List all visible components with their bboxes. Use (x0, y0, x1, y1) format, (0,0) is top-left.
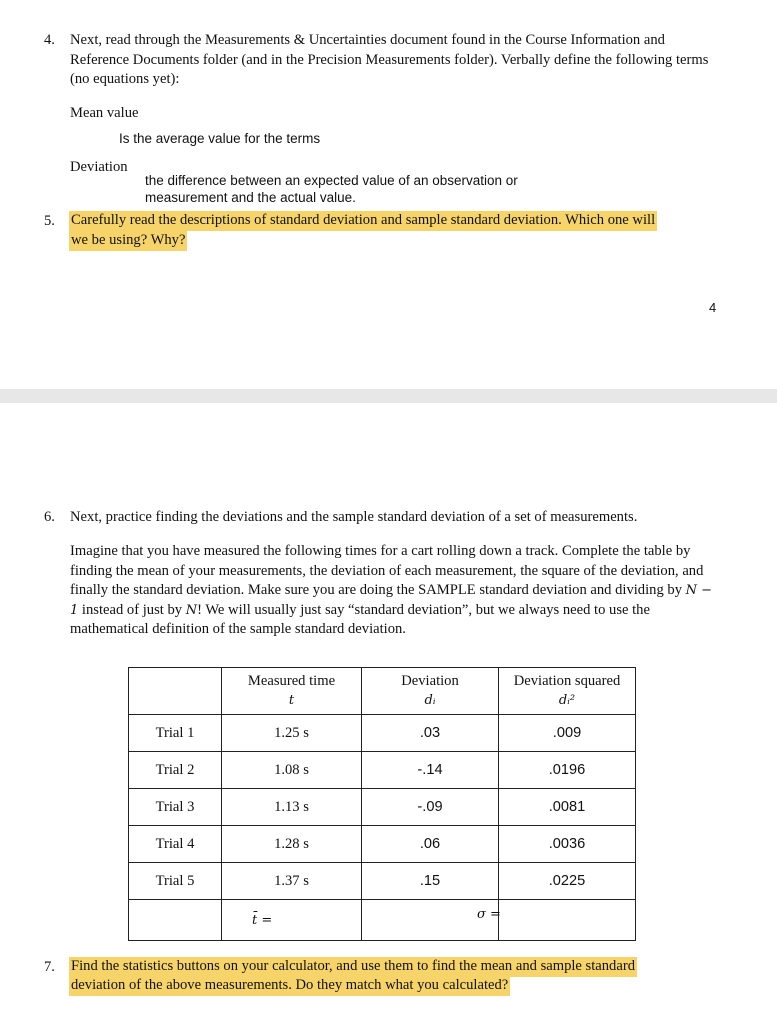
mean-symbol: t̄ = (252, 912, 273, 928)
squared-value: .0196 (499, 752, 636, 789)
question-7-number: 7. (44, 959, 55, 975)
table-row (129, 789, 636, 826)
trial-label: Trial 2 (129, 752, 222, 789)
paragraph-part-2: instead of just by (78, 601, 186, 618)
page-number: 4 (709, 300, 717, 315)
deviation-value: .15 (362, 863, 499, 900)
n-minus-one-symbol: N − 1 (70, 583, 713, 618)
measurement-table (128, 667, 636, 941)
deviation-value: -.09 (362, 789, 499, 826)
trial-label: Trial 4 (129, 826, 222, 863)
mean-cell (222, 900, 362, 941)
question-7-line-1: Find the statistics buttons on your calculator, and use them to find the mean and sample standard (69, 957, 637, 977)
time-value: 1.28 s (222, 826, 362, 863)
deviation-label: Deviation (70, 159, 128, 175)
n-symbol: N (185, 602, 198, 618)
question-6-paragraph (70, 542, 720, 640)
question-5-line-1: Carefully read the descriptions of standard deviation and sample standard deviation. Which one will (69, 211, 657, 231)
table-header-row (129, 668, 636, 715)
deviation-squared-symbol: dᵢ² (558, 693, 576, 708)
table-row (129, 863, 636, 900)
deviation-answer-line-1: the difference between an expected value of an observation or (145, 173, 518, 188)
question-4-text: Next, read through the Measurements & Uncertainties document found in the Course Information and Reference Documents folder (and in the Precision Measurements folder). Verbally define the following terms (no equations yet): (70, 32, 709, 87)
deviation-value: .06 (362, 826, 499, 863)
time-value: 1.25 s (222, 715, 362, 752)
time-value: 1.08 s (222, 752, 362, 789)
question-4-number: 4. (44, 32, 55, 48)
table-row (129, 715, 636, 752)
header-deviation: Deviation dᵢ (362, 668, 499, 715)
header-empty (129, 668, 222, 715)
paragraph-part-3: ! We will usually just say “standard deviation”, but we always need to use the mathematical definition of the sample standard deviation. (70, 601, 650, 638)
time-value: 1.37 s (222, 863, 362, 900)
table-row (129, 752, 636, 789)
question-7-line-2: deviation of the above measurements. Do they match what you calculated? (69, 976, 510, 996)
table-row (129, 826, 636, 863)
trial-label: Trial 1 (129, 715, 222, 752)
table-summary-row (129, 900, 636, 941)
deviation-value: .03 (362, 715, 499, 752)
time-symbol: t (288, 693, 295, 708)
squared-value: .009 (499, 715, 636, 752)
deviation-symbol: dᵢ (424, 693, 436, 708)
paragraph-part-1: Imagine that you have measured the following times for a cart rolling down a track. Complete the table by finding the mean of your measurements, the deviation of each measurement, the square of the deviation, and finally the standard deviation. Make sure you are doing the SAMPLE standard deviation and dividing by (70, 543, 704, 599)
sigma-symbol: σ = (477, 907, 501, 922)
question-5-line-2: we be using? Why? (69, 231, 187, 251)
squared-value: .0036 (499, 826, 636, 863)
question-6-text: Next, practice finding the deviations and the sample standard deviation of a set of measurements. (70, 509, 638, 525)
squared-value: .0225 (499, 863, 636, 900)
trial-label: Trial 3 (129, 789, 222, 826)
page-break (0, 389, 777, 403)
deviation-answer-line-2: measurement and the actual value. (145, 190, 356, 205)
header-deviation-squared: Deviation squared dᵢ² (499, 668, 636, 715)
question-6-number: 6. (44, 509, 55, 525)
header-measured-time: Measured time t (222, 668, 362, 715)
time-value: 1.13 s (222, 789, 362, 826)
deviation-value: -.14 (362, 752, 499, 789)
sigma-cell (477, 900, 636, 941)
question-5-number: 5. (44, 213, 55, 229)
trial-label: Trial 5 (129, 863, 222, 900)
mean-value-answer: Is the average value for the terms (119, 131, 321, 146)
summary-empty (129, 900, 222, 941)
mean-value-label: Mean value (70, 105, 139, 121)
squared-value: .0081 (499, 789, 636, 826)
